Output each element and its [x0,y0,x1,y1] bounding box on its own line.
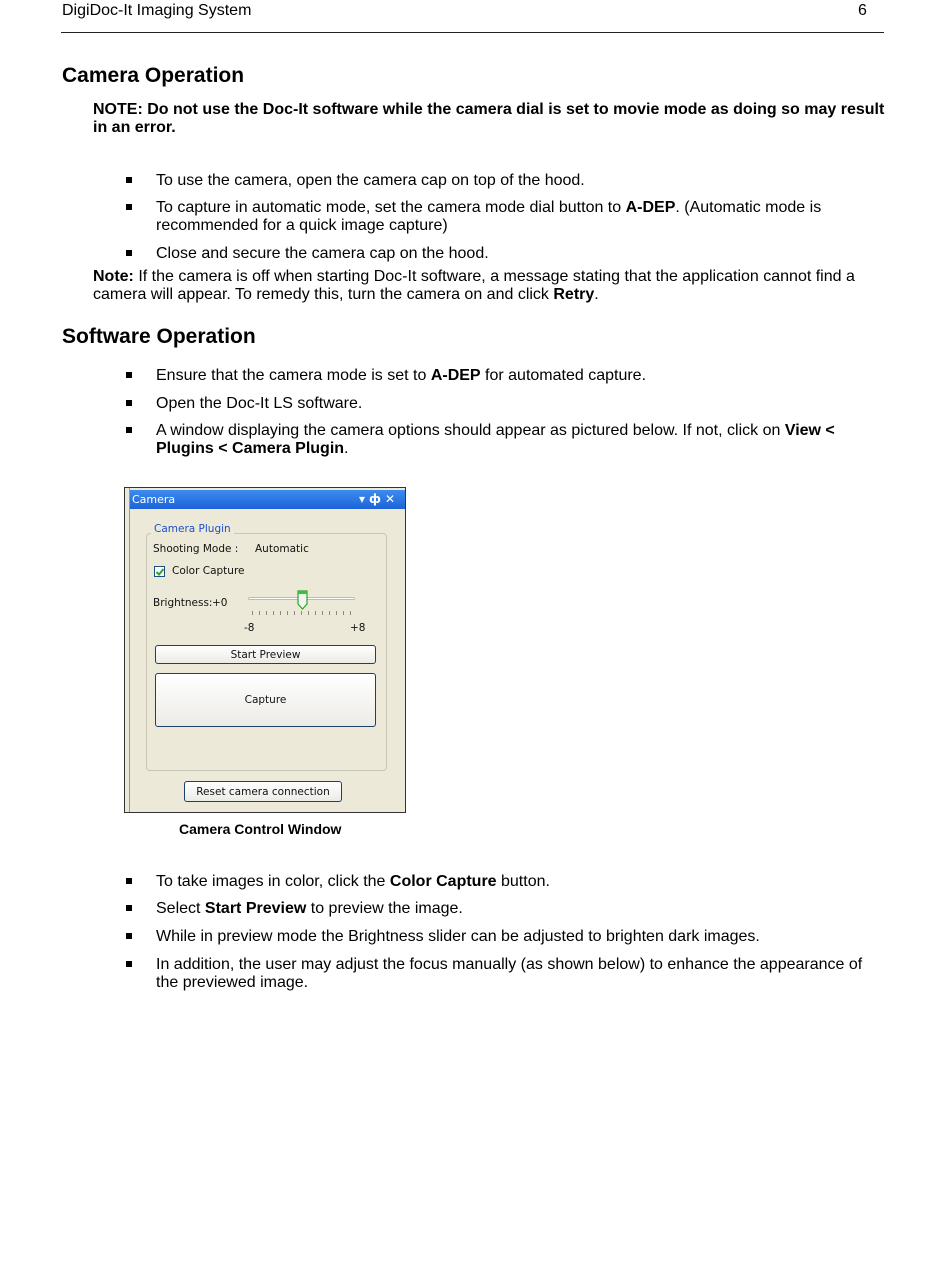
list-item: To capture in automatic mode, set the camera mode dial button to A-DEP. (Automatic mode is recommended for a quick image capture) [126,199,886,235]
bullet-square-icon [126,933,132,939]
list-item: A window displaying the camera options should appear as pictured below. If not, click on View < Plugins < Camera Plugin. [126,422,886,458]
checkmark-icon [155,567,165,577]
page-number: 6 [858,2,867,19]
window-title: Camera [132,493,176,506]
list-item: In addition, the user may adjust the focus manually (as shown below) to enhance the appearance of the previewed image. [126,956,886,992]
list-item: Ensure that the camera mode is set to A-DEP for automated capture. [126,367,886,385]
list-item: Select Start Preview to preview the image. [126,900,886,918]
list-item: Close and secure the camera cap on the hood. [126,245,886,263]
window-edge [125,488,130,812]
bullet-square-icon [126,427,132,433]
bullet-square-icon [126,905,132,911]
bullet-square-icon [126,961,132,967]
close-icon[interactable]: ✕ [384,492,399,506]
shooting-mode-value: Automatic [255,543,309,555]
retry-note: Note: If the camera is off when starting Doc-It software, a message stating that the application cannot find a camera will appear. To remedy this, turn the camera on and click Retry. [93,268,855,303]
bullet-square-icon [126,250,132,256]
header-divider [61,32,884,33]
brightness-label: Brightness: [153,597,213,609]
section-heading-camera-operation: Camera Operation [62,64,245,87]
slider-min-label: -8 [244,622,255,634]
brightness-slider-thumb[interactable] [297,590,308,610]
dropdown-arrow-icon[interactable]: ▾ [359,492,370,506]
reset-camera-connection-button[interactable]: Reset camera connection [184,781,342,802]
color-capture-checkbox[interactable] [154,566,165,577]
capture-button[interactable]: Capture [155,673,376,727]
list-item: To take images in color, click the Color Capture button. [126,873,886,891]
section-heading-software-operation: Software Operation [62,325,256,348]
brightness-value: +0 [212,597,228,609]
list-item: To use the camera, open the camera cap on top of the hood. [126,172,886,190]
bullet-square-icon [126,204,132,210]
shooting-mode-label: Shooting Mode : [153,543,239,555]
color-capture-label[interactable]: Color Capture [172,565,245,577]
camera-control-window-figure [124,487,406,813]
figure-caption: Camera Control Window [179,821,342,837]
slider-max-label: +8 [350,622,366,634]
list-item: While in preview mode the Brightness slider can be adjusted to brighten dark images. [126,928,886,946]
bullet-square-icon [126,400,132,406]
warning-note: NOTE: Do not use the Doc-It software while the camera dial is set to movie mode as doing so may result in an error. [93,101,885,136]
slider-ticks [252,611,352,615]
bullet-square-icon [126,878,132,884]
running-header-title: DigiDoc-It Imaging System [62,2,252,19]
bullet-square-icon [126,177,132,183]
window-titlebar [130,490,405,509]
bullet-square-icon [126,372,132,378]
pin-icon[interactable]: ф [369,492,385,506]
start-preview-button[interactable]: Start Preview [155,645,376,664]
group-label: Camera Plugin [151,523,234,535]
list-item: Open the Doc-It LS software. [126,395,886,413]
